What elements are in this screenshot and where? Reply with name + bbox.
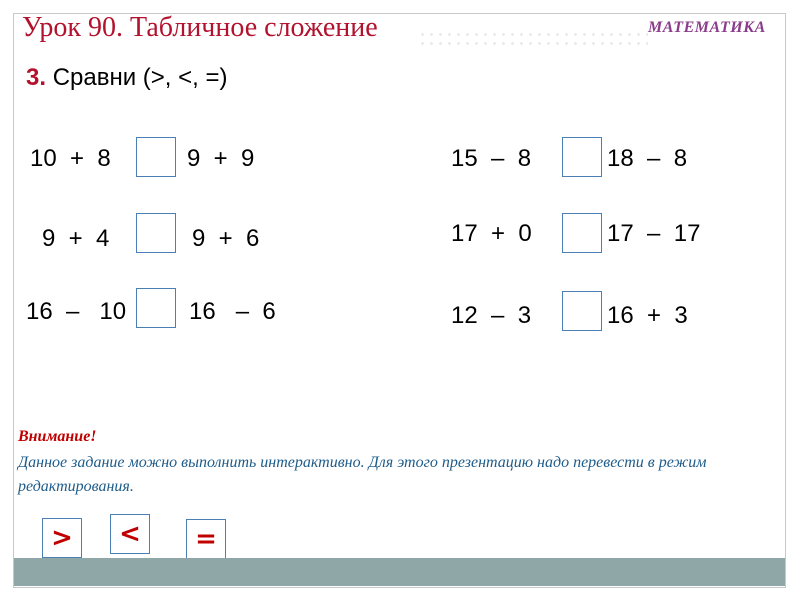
lesson-title: Урок 90. Табличное сложение [22,12,378,43]
answer-box-left-2[interactable] [136,213,176,253]
left-expression-5: 17 + 0 [451,220,532,247]
left-expression-1: 10 + 8 [30,145,111,172]
right-expression-left-1: 9 + 9 [187,145,255,172]
greater-than-button[interactable]: > [42,518,82,558]
bottom-bar [14,558,785,586]
attention-heading: Внимание! [18,428,97,445]
right-expression-right-1: 18 – 8 [607,145,688,172]
title-decoration [418,30,648,48]
left-expression-3: 16 – 10 [26,298,127,325]
task-number: 3. [26,64,47,91]
answer-box-right-2[interactable] [562,213,602,253]
answer-box-left-1[interactable] [136,137,176,177]
task-text: Сравни (>, <, =) [52,64,228,91]
right-expression-right-2: 17 – 17 [607,220,701,247]
left-expression-6: 12 – 3 [451,302,532,329]
right-expression-left-3: 16 – 6 [189,298,276,325]
subject-label: МАТЕМАТИКА [648,19,766,36]
left-expression-2: 9 + 4 [42,225,110,252]
right-expression-left-2: 9 + 6 [192,225,260,252]
answer-box-right-1[interactable] [562,137,602,177]
left-expression-4: 15 – 8 [451,145,532,172]
answer-box-right-3[interactable] [562,291,602,331]
attention-text: Данное задание можно выполнить интерактивно. Для этого презентацию надо перевести в режим редактирования. [18,454,707,495]
answer-box-left-3[interactable] [136,288,176,328]
task-heading [26,64,228,92]
right-expression-right-3: 16 + 3 [607,302,688,329]
less-than-button[interactable]: < [110,514,150,554]
slide-frame [13,13,786,588]
equal-button[interactable]: = [186,519,226,559]
